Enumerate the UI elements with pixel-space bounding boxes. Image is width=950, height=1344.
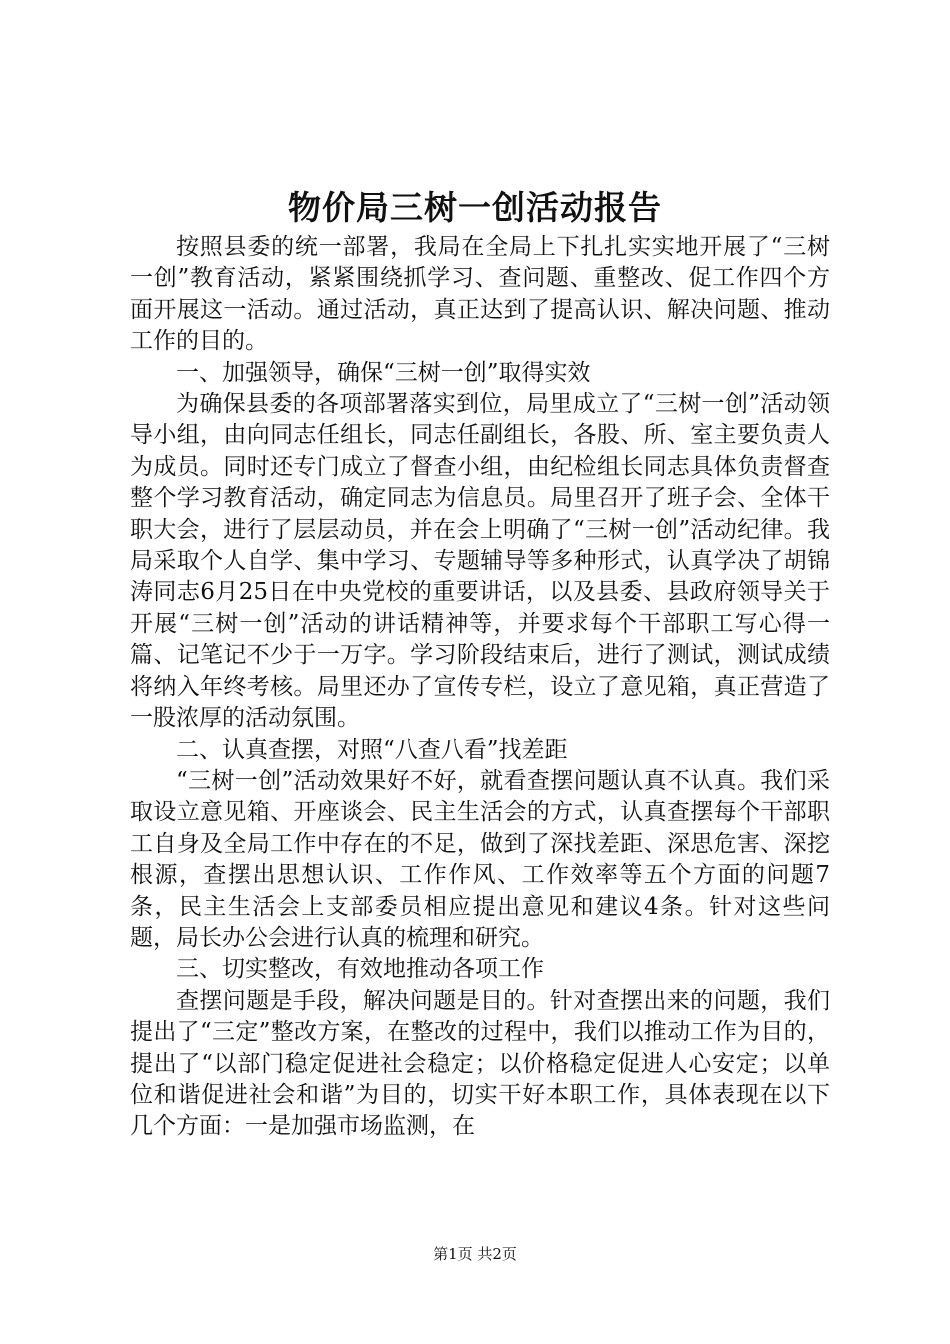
intro-paragraph: 按照县委的统一部署，我局在全局上下扎扎实实地开展了“三树一创”教育活动，紧紧围绕抓学习、查问题、重整改、促工作四个方面开展这一活动。通过活动，真正达到了提高认识、解决问题、推动工作的目的。 [130, 234, 830, 355]
section-1-paragraph: 为确保县委的各项部署落实到位，局里成立了“三树一创”活动领导小组，由向同志任组长，同志任副组长，各股、所、室主要负责人为成员。同时还专门成立了督查小组，由纪检组长同志具体负责督查整个学习教育活动，确定同志为信息员。局里召开了班子会、全体干职大会，进行了层层动员，并在会上明确了“三树一创”活动纪律。我局采取个人自学、集中学习、专题辅导等多种形式，认真学决了胡锦涛同志6月25日在中央党校的重要讲话，以及县委、县政府领导关于开展“三树一创”活动的讲话精神等，并要求每个干部职工写心得一篇、记笔记不少于一万字。学习阶段结束后，进行了测试，测试成绩将纳入年终考核。局里还办了宣传专栏，设立了意见箱，真正营造了一股浓厚的活动氛围。 [130, 391, 830, 732]
document-title: 物价局三树一创活动报告 [288, 188, 662, 227]
section-heading-3: 三、切实整改，有效地推动各项工作 [176, 956, 544, 983]
page-footer: 第1页 共2页 [433, 1245, 517, 1263]
section-3-paragraph: 查摆问题是手段，解决问题是目的。针对查摆出来的问题，我们提出了“三定”整改方案，在整改的过程中，我们以推动工作为目的，提出了“以部门稳定促进社会稳定；以价格稳定促进人心安定；以单位和谐促进社会和谐”为目的，切实干好本职工作，具体表现在以下几个方面：一是加强市场监测，在 [130, 987, 830, 1140]
section-heading-1: 一、加强领导，确保“三树一创”取得实效 [176, 359, 591, 386]
document-body [130, 232, 830, 1143]
section-2-paragraph: “三树一创”活动效果好不好，就看查摆问题认真不认真。我们采取设立意见箱、开座谈会、民主生活会的方式，认真查摆每个干部职工自身及全局工作中存在的不足，做到了深找差距、深思危害、深挖根源，查摆出思想认识、工作作风、工作效率等五个方面的问题7条，民主生活会上支部委员相应提出意见和建议4条。针对这些问题，局长办公会进行认真的梳理和研究。 [130, 767, 830, 951]
section-heading-2: 二、认真查摆，对照“八查八看”找差距 [176, 736, 568, 763]
